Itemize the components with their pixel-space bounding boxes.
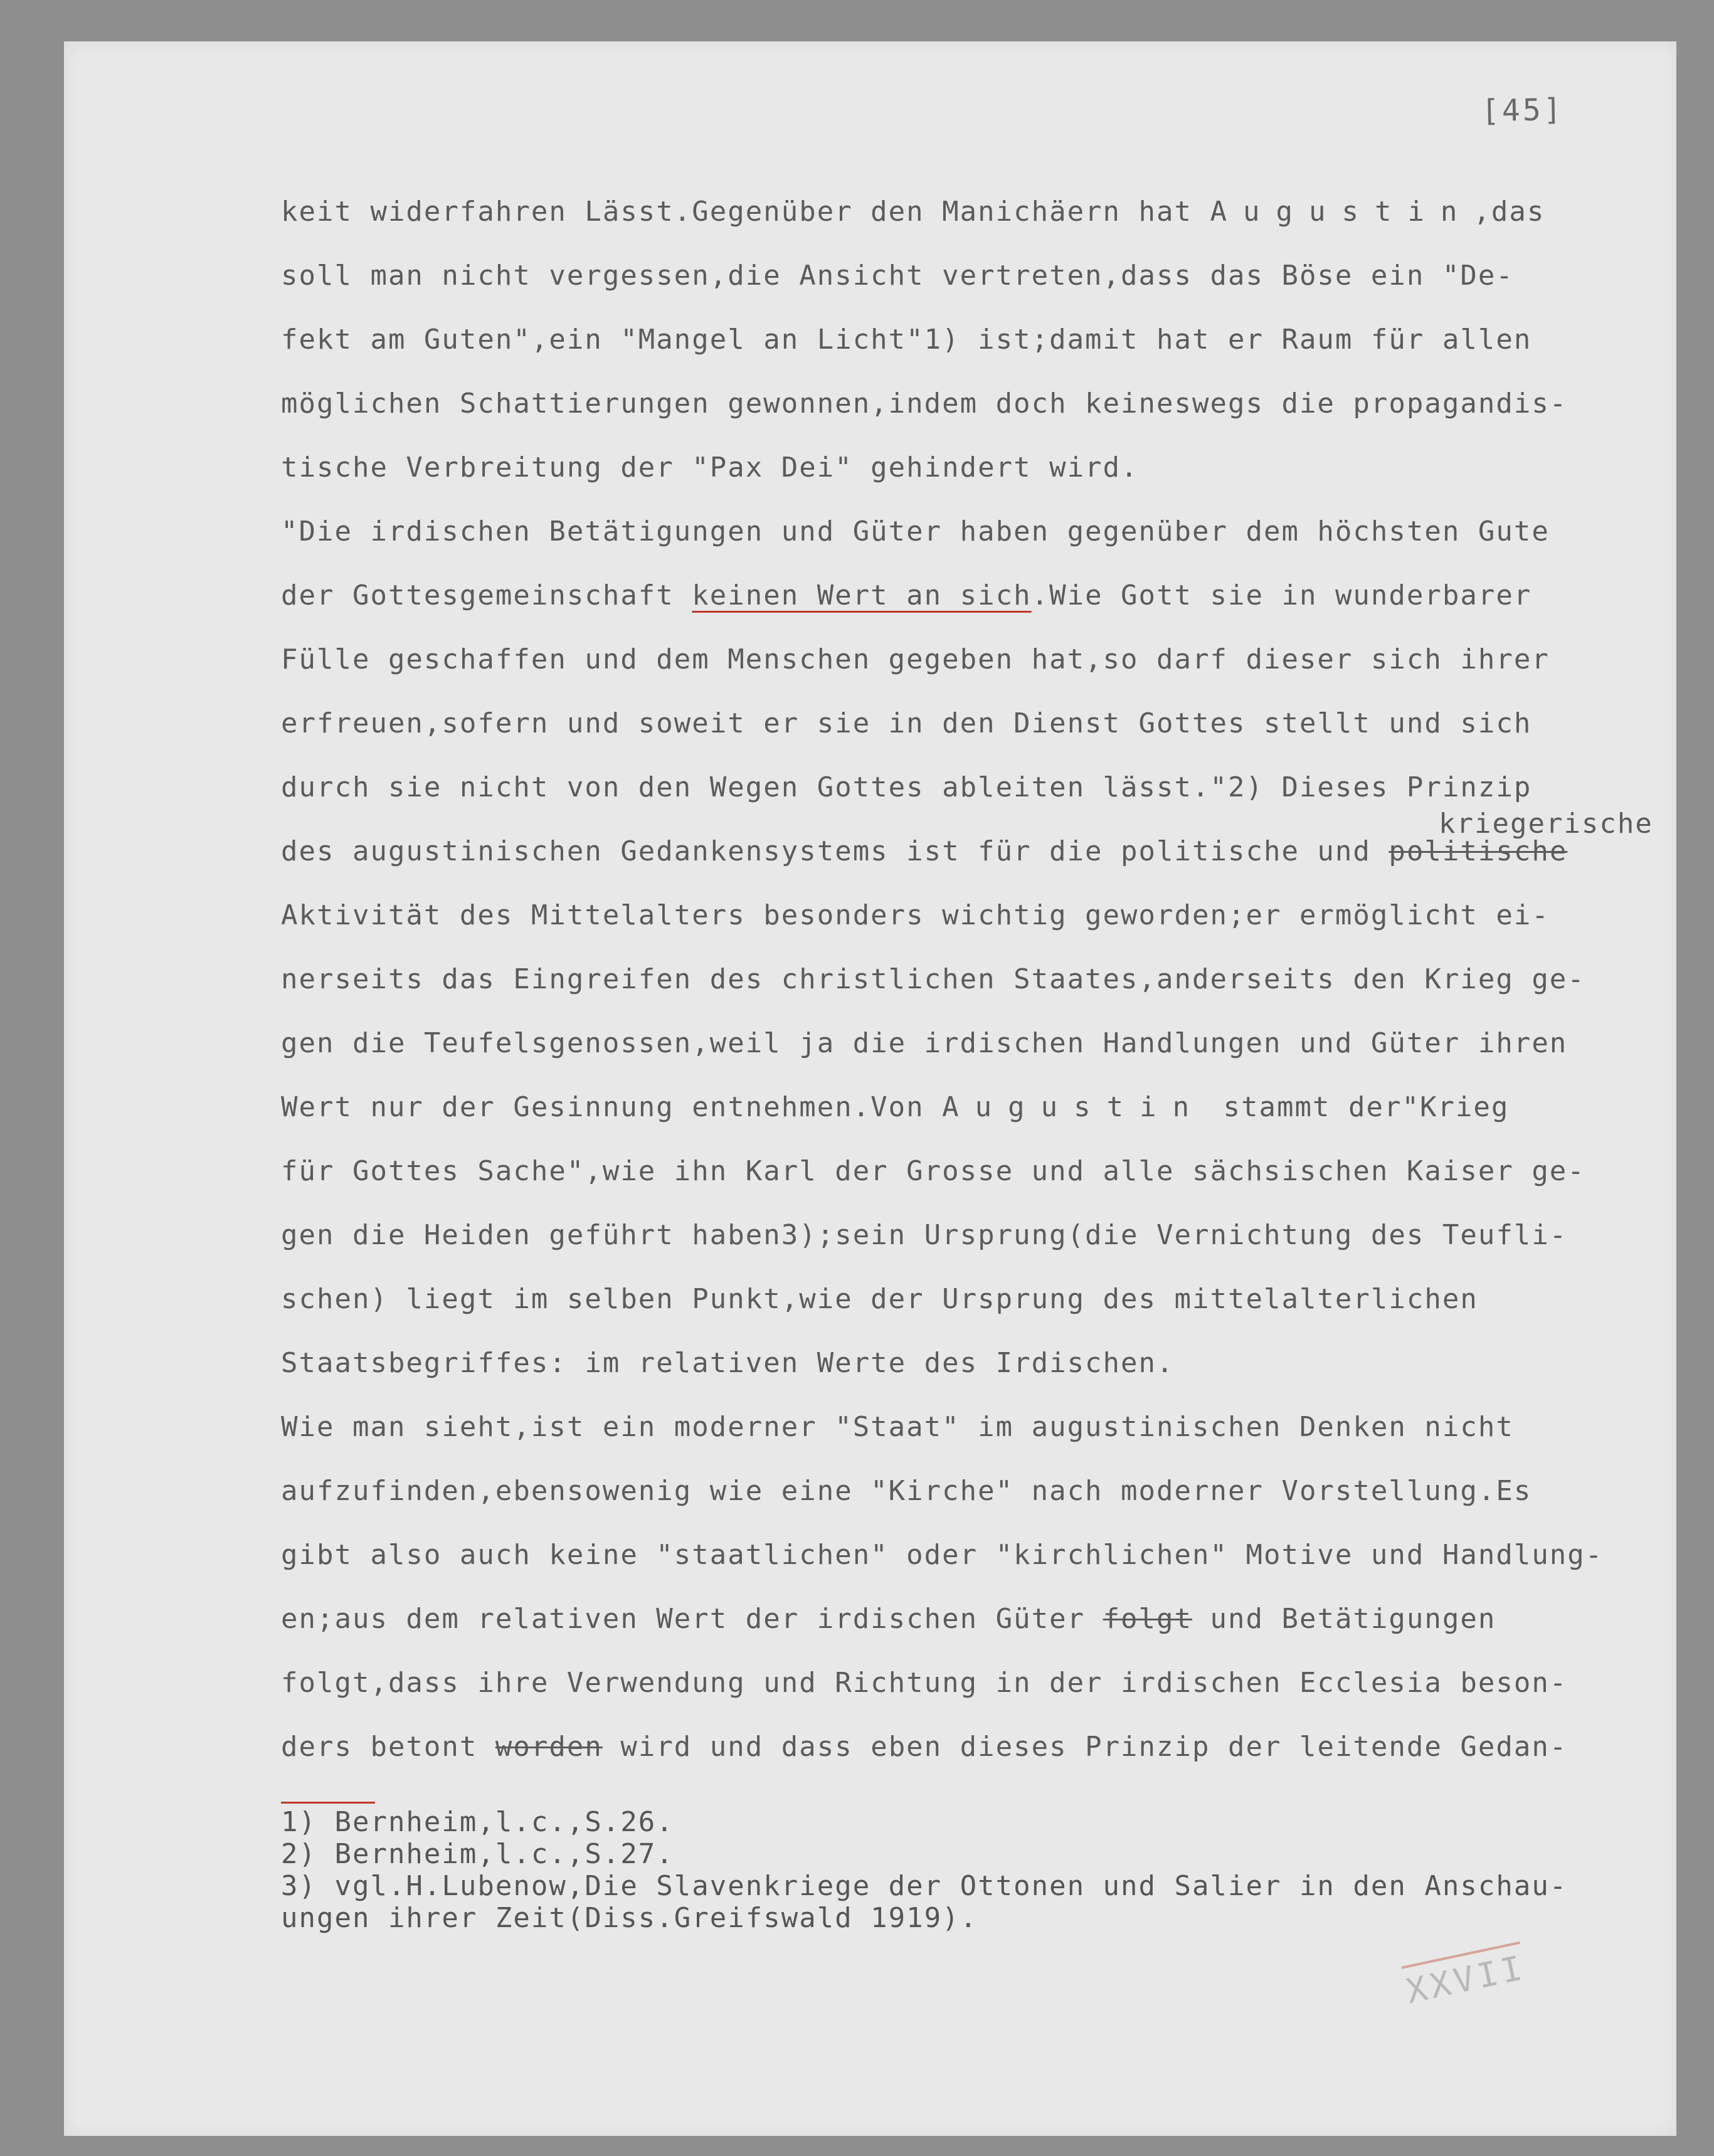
text-line: nerseits das Eingreifen des christlichen Staates,anderseits den Krieg ge-: [281, 963, 1585, 995]
text-line: Staatsbegriffes: im relativen Werte des Irdischen.: [281, 1347, 1175, 1379]
text-line: für Gottes Sache",wie ihn Karl der Grosse und alle sächsischen Kaiser ge-: [281, 1155, 1585, 1187]
text-line: fekt am Guten",ein "Mangel an Licht"1) ist;damit hat er Raum für allen: [281, 324, 1532, 356]
text-line: ders betont worden wird und dass eben dieses Prinzip der leitende Gedan-: [281, 1731, 1568, 1763]
text-line: "Die irdischen Betätigungen und Güter haben gegenüber dem höchsten Gute: [281, 515, 1550, 547]
archive-stamp: XXVII: [1402, 1942, 1530, 2011]
text-line: erfreuen,sofern und soweit er sie in den Dienst Gottes stellt und sich: [281, 707, 1532, 739]
struck-word: worden: [495, 1731, 603, 1763]
footnote: 1) Bernheim,l.c.,S.26.: [281, 1806, 674, 1838]
struck-word: politische: [1389, 835, 1568, 867]
text-line: tische Verbreitung der "Pax Dei" gehindert wird.: [281, 452, 1139, 484]
struck-word: folgt: [1103, 1603, 1193, 1635]
page-number: [45]: [1481, 92, 1565, 129]
text-line: Fülle geschaffen und dem Menschen gegeben hat,so darf dieser sich ihrer: [281, 643, 1550, 675]
text-line: der Gottesgemeinschaft keinen Wert an sich.Wie Gott sie in wunderbarer: [281, 579, 1532, 611]
text-line: folgt,dass ihre Verwendung und Richtung in der irdischen Ecclesia beson-: [281, 1667, 1568, 1699]
typed-insertion: kriegerische: [1439, 808, 1653, 840]
underlined-phrase: keinen Wert an sich: [692, 579, 1032, 611]
text-line: keit widerfahren Lässt.Gegenüber den Manichäern hat Augustin,das: [281, 196, 1545, 228]
footnotes: [281, 1806, 1567, 1934]
text-line: schen) liegt im selben Punkt,wie der Ursprung des mittelalterlichen: [281, 1283, 1478, 1315]
text-line: gen die Teufelsgenossen,weil ja die irdischen Handlungen und Güter ihren: [281, 1027, 1568, 1059]
text-line: Wert nur der Gesinnung entnehmen.Von Augustin stammt der"Krieg: [281, 1091, 1510, 1123]
text-line: Aktivität des Mittelalters besonders wichtig geworden;er ermöglicht ei-: [281, 899, 1550, 931]
text-line: en;aus dem relativen Wert der irdischen Güter folgt und Betätigungen: [281, 1603, 1496, 1635]
text-line: gen die Heiden geführt haben3);sein Ursprung(die Vernichtung des Teufli-: [281, 1219, 1568, 1251]
spaced-name: Augustin: [1210, 196, 1474, 228]
footnote-rule: [281, 1802, 375, 1804]
text-line: des augustinischen Gedankensystems ist für die politische und politische: [281, 835, 1568, 867]
text-line: Wie man sieht,ist ein moderner "Staat" im augustinischen Denken nicht: [281, 1411, 1514, 1443]
text-line: aufzufinden,ebensowenig wie eine "Kirche" nach moderner Vorstellung.Es: [281, 1475, 1532, 1507]
footnote: ungen ihrer Zeit(Diss.Greifswald 1919).: [281, 1902, 978, 1934]
footnote: 2) Bernheim,l.c.,S.27.: [281, 1838, 674, 1870]
text-line: gibt also auch keine "staatlichen" oder "kirchlichen" Motive und Handlung-: [281, 1539, 1604, 1571]
spaced-name: Augustin: [942, 1091, 1206, 1123]
text-line: möglichen Schattierungen gewonnen,indem doch keineswegs die propagandis-: [281, 388, 1568, 420]
text-line: soll man nicht vergessen,die Ansicht vertreten,dass das Böse ein "De-: [281, 260, 1514, 292]
footnote: 3) vgl.H.Lubenow,Die Slavenkriege der Ottonen und Salier in den Anschau-: [281, 1870, 1568, 1902]
text-line: durch sie nicht von den Wegen Gottes ableiten lässt."2) Dieses Prinzip: [281, 771, 1532, 803]
